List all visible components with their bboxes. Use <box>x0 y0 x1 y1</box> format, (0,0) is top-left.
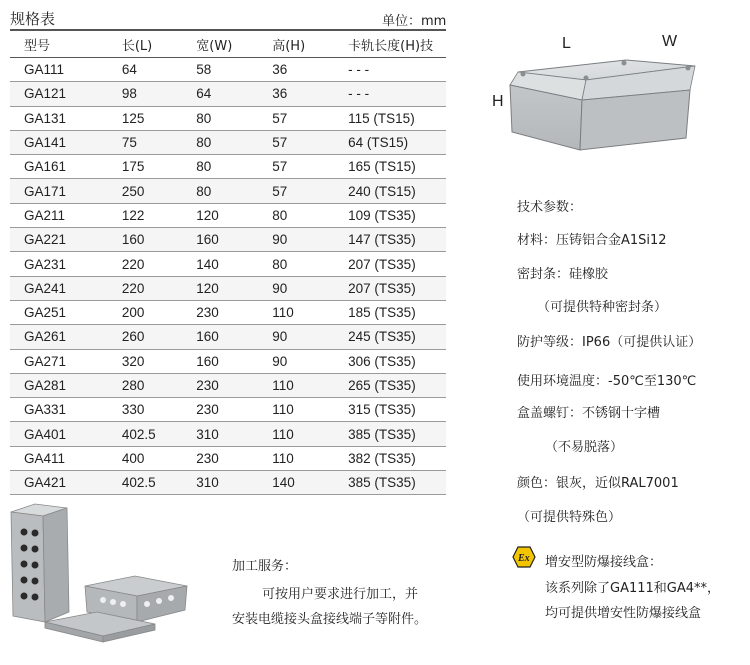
table-cell: 90 <box>272 349 348 373</box>
table-cell: 57 <box>272 106 348 130</box>
param-temperature: 使用环境温度：-50℃至130℃ <box>517 374 697 389</box>
table-cell: 400 <box>122 446 196 470</box>
ex-line-2: 均可提供增安性防爆接线盒 <box>545 606 702 621</box>
param-material: 材料：压铸铝合金A1Si12 <box>517 233 667 248</box>
table-cell: 230 <box>196 398 272 422</box>
table-cell: 110 <box>272 373 348 397</box>
label-w: W <box>662 33 678 50</box>
table-cell: 230 <box>196 373 272 397</box>
table-cell: 147 (TS35) <box>348 228 446 252</box>
table-cell: GA271 <box>10 349 122 373</box>
table-cell: 200 <box>122 300 196 324</box>
table-cell: 140 <box>272 471 348 495</box>
divider <box>10 29 446 31</box>
table-cell: 265 (TS35) <box>348 373 446 397</box>
table-cell: 260 <box>122 325 196 349</box>
table-cell: GA121 <box>10 82 122 106</box>
label-h: H <box>492 93 504 110</box>
processing-line-1: 可按用户要求进行加工，并 <box>262 587 419 602</box>
table-cell: 122 <box>122 203 196 227</box>
table-cell: 110 <box>272 446 348 470</box>
table-cell: 80 <box>272 252 348 276</box>
col-height: 高(H) <box>272 32 348 58</box>
table-cell: 385 (TS35) <box>348 422 446 446</box>
table-cell: GA231 <box>10 252 122 276</box>
table-cell: - - - <box>348 82 446 106</box>
table-cell: 109 (TS35) <box>348 203 446 227</box>
table-cell: 250 <box>122 179 196 203</box>
table-cell: 64 <box>196 82 272 106</box>
table-row <box>10 373 446 397</box>
param-screws: 盒盖螺钉：不锈钢十字槽 <box>517 406 661 421</box>
table-cell: GA141 <box>10 130 122 154</box>
table-cell: - - - <box>348 58 446 82</box>
table-cell: 140 <box>196 252 272 276</box>
table-cell: 90 <box>272 228 348 252</box>
table-row <box>10 228 446 252</box>
table-cell: 230 <box>196 300 272 324</box>
table-row <box>10 398 446 422</box>
col-length: 长(L) <box>122 32 196 58</box>
table-cell: 330 <box>122 398 196 422</box>
table-cell: 207 (TS35) <box>348 252 446 276</box>
table-cell: 64 (TS15) <box>348 130 446 154</box>
table-cell: 80 <box>196 155 272 179</box>
table-cell: 280 <box>122 373 196 397</box>
table-cell: 80 <box>196 130 272 154</box>
col-model: 型号 <box>10 32 122 58</box>
table-cell: 64 <box>122 58 196 82</box>
table-row <box>10 349 446 373</box>
table-cell: 385 (TS35) <box>348 471 446 495</box>
col-rail: 卡轨长度(H)技 <box>348 32 446 58</box>
table-cell: 57 <box>272 130 348 154</box>
ex-line-1: 该系列除了GA111和GA4**， <box>545 581 721 596</box>
table-cell: 110 <box>272 422 348 446</box>
table-cell: 207 (TS35) <box>348 276 446 300</box>
processing-line-2: 安装电缆接头盒接线端子等附件。 <box>232 612 428 627</box>
table-row <box>10 179 446 203</box>
table-cell: 115 (TS15) <box>348 106 446 130</box>
table-header-row <box>10 32 446 58</box>
table-cell: 75 <box>122 130 196 154</box>
table-cell: 110 <box>272 300 348 324</box>
table-cell: 185 (TS35) <box>348 300 446 324</box>
table-body <box>10 58 446 495</box>
param-seal: 密封条：硅橡胶 <box>517 267 609 282</box>
table-row <box>10 155 446 179</box>
param-screws-note: （不易脱落） <box>545 440 624 455</box>
table-cell: GA131 <box>10 106 122 130</box>
table-cell: 90 <box>272 325 348 349</box>
table-cell: GA221 <box>10 228 122 252</box>
table-row <box>10 471 446 495</box>
table-cell: GA251 <box>10 300 122 324</box>
col-width: 宽(W) <box>196 32 272 58</box>
table-row <box>10 58 446 82</box>
table-cell: 98 <box>122 82 196 106</box>
table-cell: GA161 <box>10 155 122 179</box>
table-row <box>10 203 446 227</box>
ex-icon-text: Ex <box>518 553 530 564</box>
enclosure-diagram <box>490 30 740 190</box>
table-cell: 245 (TS35) <box>348 325 446 349</box>
table-cell: 58 <box>196 58 272 82</box>
table-row <box>10 106 446 130</box>
table-row <box>10 446 446 470</box>
table-cell: GA171 <box>10 179 122 203</box>
table-cell: 160 <box>196 228 272 252</box>
table-row <box>10 252 446 276</box>
table-cell: 80 <box>272 203 348 227</box>
table-cell: 160 <box>196 349 272 373</box>
param-color: 颜色：银灰，近似RAL7001 <box>517 476 679 491</box>
table-cell: 160 <box>196 325 272 349</box>
table-cell: 125 <box>122 106 196 130</box>
table-cell: 110 <box>272 398 348 422</box>
table-cell: 120 <box>196 276 272 300</box>
param-color-note: （可提供特殊色） <box>517 510 622 525</box>
table-row <box>10 276 446 300</box>
table-cell: 175 <box>122 155 196 179</box>
table-cell: 220 <box>122 276 196 300</box>
ex-title: 增安型防爆接线盒： <box>545 555 663 570</box>
table-cell: 402.5 <box>122 422 196 446</box>
table-cell: 402.5 <box>122 471 196 495</box>
table-cell: 57 <box>272 179 348 203</box>
table-cell: 320 <box>122 349 196 373</box>
table-cell: 80 <box>196 106 272 130</box>
product-photo <box>5 500 220 660</box>
table-cell: 220 <box>122 252 196 276</box>
table-cell: 57 <box>272 155 348 179</box>
params-heading: 技术参数： <box>517 200 583 215</box>
table-cell: 230 <box>196 446 272 470</box>
ex-explosion-proof-icon <box>512 546 536 568</box>
table-cell: 240 (TS15) <box>348 179 446 203</box>
table-row <box>10 422 446 446</box>
processing-title: 加工服务： <box>232 559 298 574</box>
table-cell: 90 <box>272 276 348 300</box>
table-cell: 36 <box>272 58 348 82</box>
table-cell: GA241 <box>10 276 122 300</box>
table-cell: 160 <box>122 228 196 252</box>
table-cell: 315 (TS35) <box>348 398 446 422</box>
page-title: 规格表 <box>10 10 56 28</box>
table-row <box>10 82 446 106</box>
table-cell: GA281 <box>10 373 122 397</box>
table-row <box>10 325 446 349</box>
table-cell: GA211 <box>10 203 122 227</box>
spec-table <box>10 32 446 495</box>
table-cell: 165 (TS15) <box>348 155 446 179</box>
table-row <box>10 130 446 154</box>
table-row <box>10 300 446 324</box>
label-l: L <box>562 35 571 52</box>
table-cell: 382 (TS35) <box>348 446 446 470</box>
table-cell: GA421 <box>10 471 122 495</box>
param-protection: 防护等级：IP66（可提供认证） <box>517 335 702 350</box>
table-cell: GA401 <box>10 422 122 446</box>
table-cell: 310 <box>196 471 272 495</box>
table-cell: 306 (TS35) <box>348 349 446 373</box>
table-cell: GA331 <box>10 398 122 422</box>
table-cell: GA411 <box>10 446 122 470</box>
unit-label: 单位：mm <box>382 14 447 29</box>
table-cell: GA261 <box>10 325 122 349</box>
table-cell: 120 <box>196 203 272 227</box>
table-cell: 80 <box>196 179 272 203</box>
param-seal-note: （可提供特种密封条） <box>537 300 668 315</box>
table-cell: 36 <box>272 82 348 106</box>
table-cell: GA111 <box>10 58 122 82</box>
table-cell: 310 <box>196 422 272 446</box>
